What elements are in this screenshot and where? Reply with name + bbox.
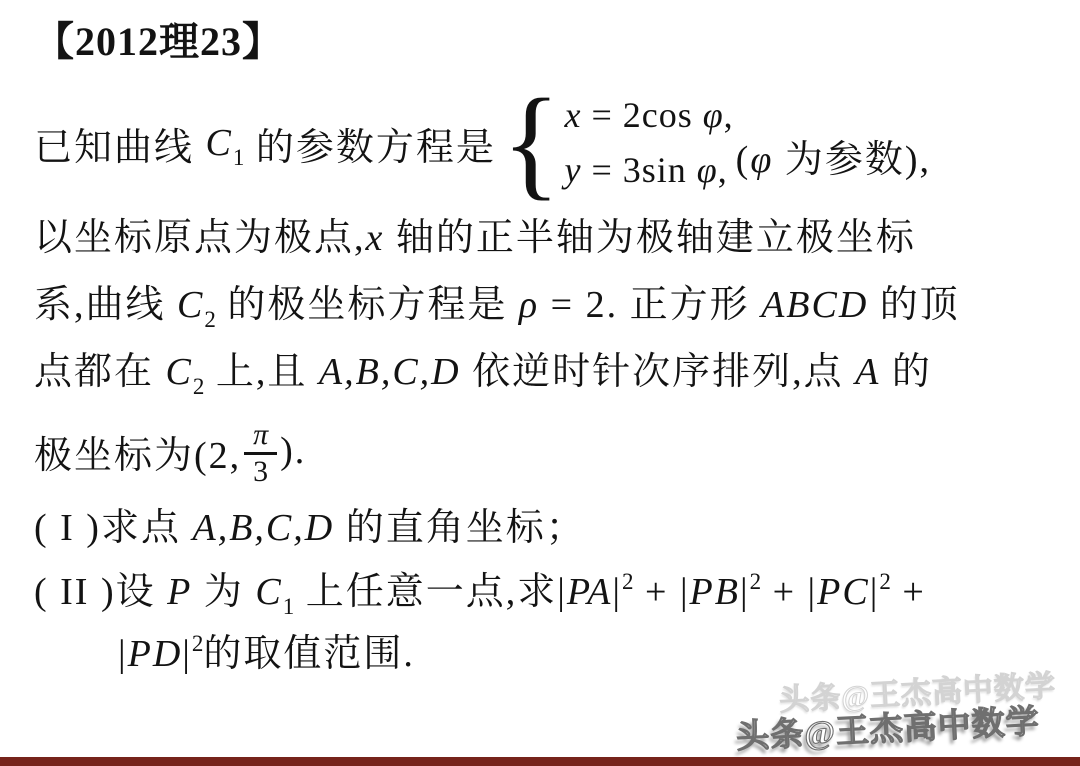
line4-text-b: 上,且 <box>204 351 319 393</box>
segment-pa: PA <box>566 571 613 613</box>
line4-text-a: 点都在 <box>34 351 166 393</box>
line1-prefix: 已知曲线 <box>34 126 206 169</box>
abs-bar: | <box>612 571 622 613</box>
question-part-2 <box>34 560 1080 624</box>
line3-text-b: 的极坐标方程是 <box>215 284 519 326</box>
c2-base: C <box>165 351 193 393</box>
phi-symbol: φ <box>750 138 774 181</box>
problem-line-1 <box>34 73 1080 212</box>
eq-y-relation: = 3sin <box>581 150 697 190</box>
curve-c2-symbol <box>177 272 216 339</box>
parameter-note <box>736 128 931 183</box>
point-p-symbol: P <box>167 571 193 613</box>
c1-subscript: 1 <box>232 145 245 170</box>
eq-x-relation: = 2cos <box>581 95 703 135</box>
part2-text-a: 设 <box>115 571 168 613</box>
paren-rest: 为参数), <box>773 138 931 181</box>
abs-bar: | <box>807 571 818 613</box>
footer-accent-bar <box>0 757 1080 766</box>
exponent-2: 2 <box>749 569 762 594</box>
phi-symbol: φ <box>702 95 724 135</box>
fraction-numerator: π <box>253 417 269 451</box>
line5-text-b: ). <box>280 430 307 472</box>
plus-sign: + <box>633 571 680 613</box>
c1-base: C <box>255 571 283 613</box>
c2-base: C <box>177 284 205 326</box>
var-x: x <box>365 217 385 259</box>
problem-line-4 <box>34 339 1080 406</box>
abs-bar: | <box>679 571 690 613</box>
square-abcd: ABCD <box>761 284 869 326</box>
line4-text-d: 的 <box>880 351 932 393</box>
phi-symbol: φ <box>696 150 718 190</box>
line3-text-d: 的顶 <box>868 284 960 326</box>
fraction-denominator: 3 <box>244 452 277 489</box>
abs-bar: | <box>182 633 192 675</box>
equation-x <box>564 88 733 143</box>
parametric-equation-system <box>501 73 734 212</box>
pa-squared-term <box>557 560 633 624</box>
points-abcd: A,B,C,D <box>192 507 335 549</box>
curve-c1-symbol <box>205 121 245 170</box>
abs-bar: | <box>869 571 880 613</box>
var-x: x <box>564 95 582 135</box>
pc-squared-term <box>808 560 891 624</box>
abs-bar: | <box>118 633 128 675</box>
problem-line-2 <box>34 205 1080 272</box>
line1-mid: 的参数方程是 <box>244 126 496 169</box>
line2-text-a: 以坐标原点为极点, <box>34 217 366 259</box>
segment-pd: PD <box>127 633 183 675</box>
exponent-2: 2 <box>191 631 204 656</box>
watermark-ghost-text: 头条@王杰高中数学 <box>778 669 1057 718</box>
c2-subscript: 2 <box>192 374 205 399</box>
part1-text-a: 求点 <box>100 507 193 549</box>
pi-over-3-fraction <box>244 418 277 488</box>
trailing-plus-sign: + <box>890 571 926 613</box>
plus-sign: + <box>761 571 808 613</box>
abs-bar: | <box>739 571 750 613</box>
part2-label: ( II ) <box>34 571 116 613</box>
curve-c2-symbol <box>166 339 205 406</box>
curve-c1-symbol <box>255 560 294 624</box>
part2-text-c: 上任意一点,求 <box>294 571 558 613</box>
equation-y <box>564 143 733 198</box>
c1-subscript: 1 <box>282 594 295 619</box>
segment-pb: PB <box>689 571 740 613</box>
watermark-text: 头条@王杰高中数学 <box>735 704 1041 756</box>
rho-symbol: ρ <box>518 284 540 326</box>
points-abcd: A,B,C,D <box>318 351 461 393</box>
line3-text-c: = 2. 正方形 <box>539 284 762 326</box>
line5-text-a: 极坐标为(2, <box>34 434 242 477</box>
system-equations <box>564 88 733 198</box>
question-part-1 <box>34 496 1080 560</box>
part1-text-b: 的直角坐标； <box>334 507 586 549</box>
left-brace: { <box>501 73 563 212</box>
line4-text-c: 依逆时针次序排列,点 <box>460 351 856 393</box>
c1-base: C <box>205 122 233 164</box>
exponent-2: 2 <box>622 569 634 594</box>
part2-text-b: 为 <box>192 571 256 613</box>
line3-text-a: 系,曲线 <box>34 284 178 326</box>
exponent-2: 2 <box>879 569 891 594</box>
part2-tail-text: 的取值范围. <box>203 633 415 675</box>
problem-line-5 <box>34 406 1080 496</box>
abs-bar: | <box>557 571 567 613</box>
part1-label: ( I ) <box>34 507 101 549</box>
problem-title: 【2012理23】 <box>34 19 283 64</box>
segment-pc: PC <box>817 571 870 613</box>
c2-subscript: 2 <box>204 307 216 332</box>
point-a-symbol: A <box>855 351 881 393</box>
eq-x-comma: , <box>723 95 734 135</box>
pb-squared-term <box>680 560 761 624</box>
eq-y-comma: , <box>717 150 728 190</box>
line2-text-b: 轴的正半轴为极轴建立极坐标 <box>384 217 916 259</box>
pd-squared-term <box>118 624 203 684</box>
paren-open: ( <box>735 138 751 181</box>
var-y: y <box>564 150 582 190</box>
problem-line-3 <box>34 272 1080 339</box>
